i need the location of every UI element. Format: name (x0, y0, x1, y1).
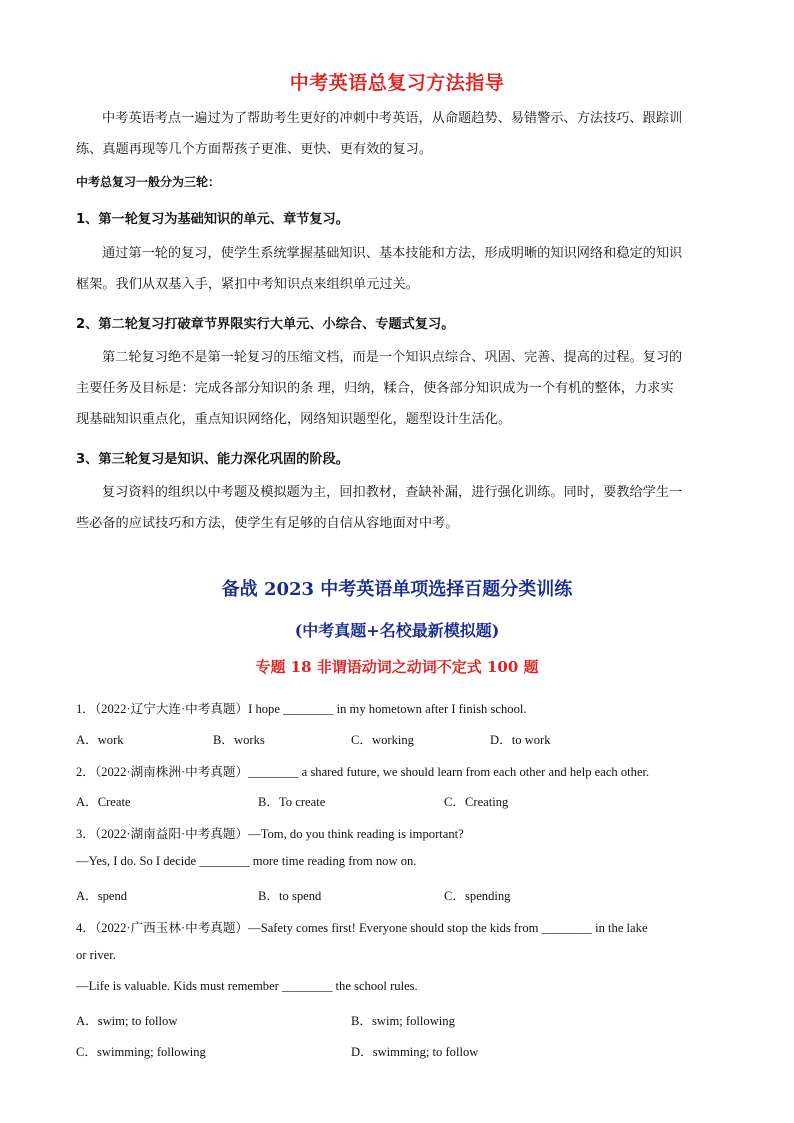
round3-line-1: 复习资料的组织以中考题及模拟题为主，回扣教材，查缺补漏，进行强化训练。同时，要教给学生一 (102, 485, 683, 500)
topic-title: 专题 18 非谓语动词之动词不定式 100 题 (255, 658, 539, 676)
round3-line-2: 些必备的应试技巧和方法，使学生有足够的自信从容地面对中考。 (76, 516, 459, 531)
question-1-option-c: C．working (351, 733, 414, 747)
round1-paragraph (76, 238, 718, 300)
question-4-line-2: or river. (76, 948, 116, 962)
round2-line-2: 主要任务及目标是：完成各部分知识的条 理，归纳，糅合，使各部分知识成为一个有机的整体，力求实 (76, 381, 674, 396)
guide-title: 中考英语总复习方法指导 (289, 72, 505, 94)
intro-line-2: 练、真题再现等几个方面帮孩子更准、更快、更有效的复习。 (76, 142, 433, 157)
intro-paragraph (76, 103, 718, 165)
question-3-option-b: B．to spend (258, 889, 322, 903)
round1-heading: 1、第一轮复习为基础知识的单元、章节复习。 (76, 212, 349, 227)
practice-title: 备战 2023 中考英语单项选择百题分类训练 (221, 579, 573, 600)
question-4-option-d: D．swimming; to follow (351, 1045, 479, 1059)
round2-heading: 2、第二轮复习打破章节界限实行大单元、小综合、专题式复习。 (76, 317, 455, 332)
practice-subtitle: (中考真题+名校最新模拟题) (294, 621, 500, 640)
question-4-stem: 4．（2022·广西玉林·中考真题）—Safety comes first! Everyone should stop the kids from ________ in the lake (76, 921, 648, 935)
round3-heading: 3、第三轮复习是知识、能力深化巩固的阶段。 (76, 452, 349, 467)
question-4-option-b: B．swim; following (351, 1014, 455, 1028)
rounds-heading: 中考总复习一般分为三轮： (76, 175, 221, 189)
round2-line-1: 第二轮复习绝不是第一轮复习的压缩文档，而是一个知识点综合、巩固、完善、提高的过程。复习的 (102, 350, 683, 365)
question-4-line-3: —Life is valuable. Kids must remember ________ the school rules. (76, 979, 418, 993)
question-2-stem: 2．（2022·湖南株洲·中考真题）________ a shared future, we should learn from each other and help each other. (76, 765, 650, 779)
question-4-option-a: A．swim; to follow (76, 1014, 178, 1028)
round1-line-1: 通过第一轮的复习，使学生系统掌握基础知识、基本技能和方法，形成明晰的知识网络和稳定的知识 (102, 246, 683, 261)
question-3-line-2: —Yes, I do. So I decide ________ more time reading from now on. (76, 854, 417, 868)
question-1-option-b: B．works (213, 733, 265, 747)
question-3-option-a: A．spend (76, 889, 128, 903)
question-3-stem: 3．（2022·湖南益阳·中考真题）—Tom, do you think reading is important? (76, 827, 464, 841)
round3-paragraph (76, 477, 718, 539)
round2-line-3: 现基础知识重点化，重点知识网络化，网络知识题型化，题型设计生活化。 (76, 412, 512, 427)
intro-line-1: 中考英语考点一遍过为了帮助考生更好的冲刺中考英语，从命题趋势、易错警示、方法技巧、跟踪训 (102, 111, 683, 126)
question-1-option-d: D．to work (490, 733, 551, 747)
question-1-stem: 1．（2022·辽宁大连·中考真题）I hope ________ in my hometown after I finish school. (76, 702, 527, 716)
question-3-option-c: C．spending (444, 889, 511, 903)
round1-line-2: 框架。我们从双基入手，紧扣中考知识点来组织单元过关。 (76, 277, 419, 292)
question-2-option-c: C．Creating (444, 795, 509, 809)
round2-paragraph (76, 342, 718, 435)
question-2-option-b: B．To create (258, 795, 326, 809)
question-1-option-a: A．work (76, 733, 124, 747)
question-4-option-c: C．swimming; following (76, 1045, 206, 1059)
question-2-option-a: A．Create (76, 795, 131, 809)
